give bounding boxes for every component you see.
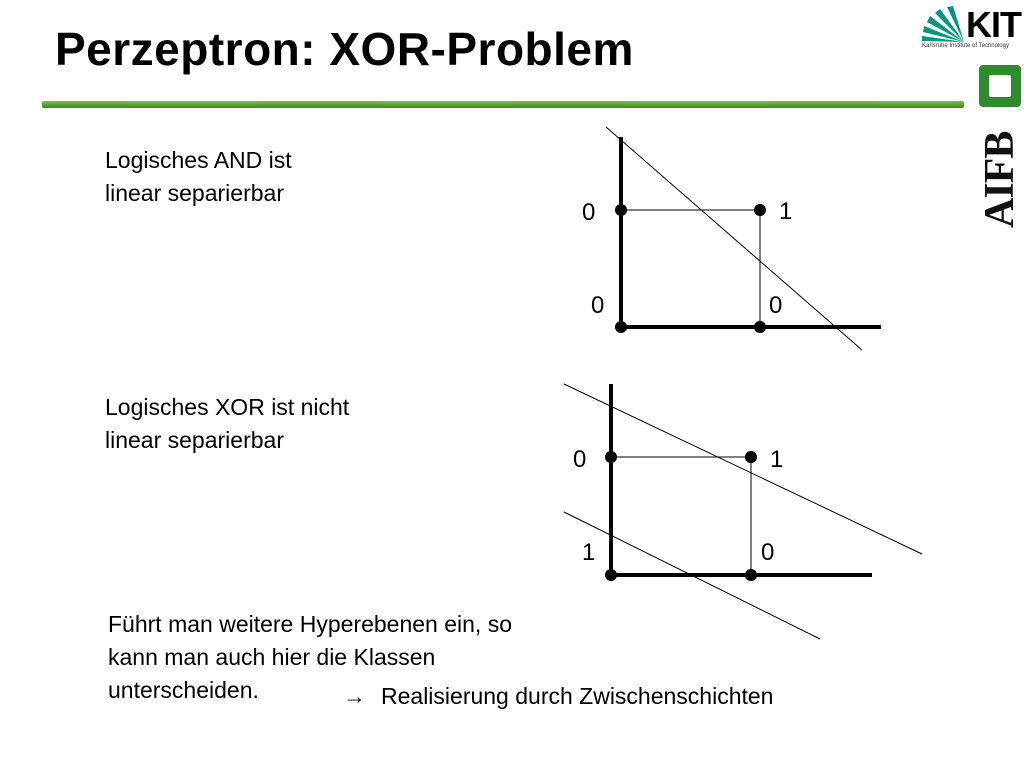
and-label-bottom-right: 0 [769, 292, 783, 319]
conclusion-line2: kann man auch hier die Klassen [108, 644, 436, 670]
xor-caption-line1: Logisches XOR ist nicht [105, 394, 350, 420]
and-label-bottom-left: 0 [591, 292, 605, 319]
conclusion-line3: unterscheiden. [108, 677, 259, 703]
xor-label-bottom-left: 1 [582, 539, 596, 566]
xor-point-bottom-right [745, 569, 757, 581]
result-text: Realisierung durch Zwischenschichten [381, 683, 774, 709]
xor-label-bottom-right: 0 [761, 539, 775, 566]
aifb-wordmark: AIFB [977, 131, 1023, 228]
xor-label-top-right: 1 [770, 446, 784, 473]
and-label-top-left: 0 [582, 199, 596, 226]
and-label-top-right: 1 [779, 198, 793, 225]
and-point-top-right [754, 204, 766, 216]
conclusion-line1: Führt man weitere Hyperebenen ein, so [108, 611, 512, 637]
xor-point-bottom-left [605, 569, 617, 581]
kit-wordmark: KIT [966, 4, 1021, 45]
slide-title: Perzeptron: XOR-Problem [55, 23, 634, 75]
and-caption-line1: Logisches AND ist [105, 147, 292, 173]
and-point-top-left [615, 204, 627, 216]
xor-label-top-left: 0 [573, 446, 587, 473]
kit-subtitle: Karlsruhe Institute of Technology [922, 43, 1009, 49]
and-point-bottom-right [754, 321, 766, 333]
and-point-bottom-left [615, 321, 627, 333]
and-caption-line2: linear separierbar [105, 180, 284, 206]
and-separator-line [606, 127, 862, 350]
xor-point-top-left [605, 451, 617, 463]
xor-caption-line2: linear separierbar [105, 427, 284, 453]
xor-diagram [564, 384, 922, 639]
arrow-right-icon: → [343, 683, 366, 709]
and-diagram [582, 127, 881, 350]
xor-point-top-right [745, 451, 757, 463]
xor-hyperplane-upper [564, 384, 922, 554]
